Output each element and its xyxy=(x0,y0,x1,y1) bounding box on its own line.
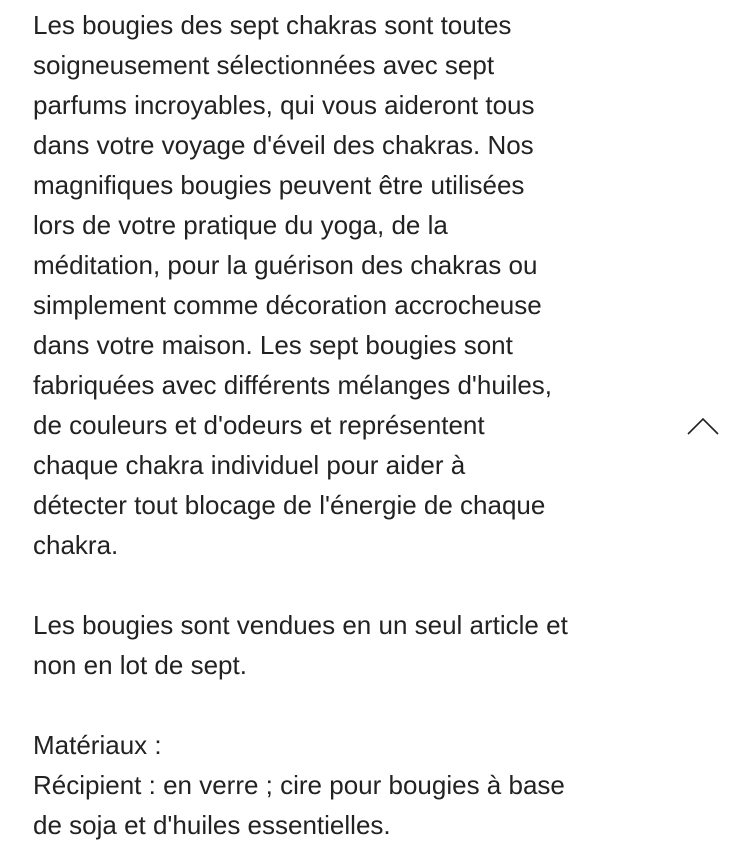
text-line: chaque chakra individuel pour aider à xyxy=(33,450,466,480)
text-line: Les bougies sont vendues en un seul article et xyxy=(33,610,568,640)
text-line: dans votre maison. Les sept bougies sont xyxy=(33,330,513,360)
text-line: de soja et d'huiles essentielles. xyxy=(33,810,391,840)
text-line: méditation, pour la guérison des chakras ou xyxy=(33,250,538,280)
product-description xyxy=(33,5,673,845)
text-line: Les bougies des sept chakras sont toutes xyxy=(33,10,512,40)
paragraph-gap xyxy=(33,565,673,605)
text-line: non en lot de sept. xyxy=(33,650,247,680)
text-line: détecter tout blocage de l'énergie de chaque xyxy=(33,490,546,520)
text-line: dans votre voyage d'éveil des chakras. Nos xyxy=(33,130,534,160)
paragraph-gap xyxy=(33,685,673,725)
text-line: simplement comme décoration accrocheuse xyxy=(33,290,542,320)
text-line: parfums incroyables, qui vous aideront tous xyxy=(33,90,535,120)
text-line: soigneusement sélectionnées avec sept xyxy=(33,50,495,80)
description-paragraph xyxy=(33,5,673,565)
chevron-up-icon[interactable] xyxy=(684,414,722,440)
text-line: Matériaux : xyxy=(33,730,162,760)
text-line: Récipient : en verre ; cire pour bougies à base xyxy=(33,770,565,800)
text-line: lors de votre pratique du yoga, de la xyxy=(33,210,448,240)
text-line: de couleurs et d'odeurs et représentent xyxy=(33,410,485,440)
text-line: magnifiques bougies peuvent être utilisées xyxy=(33,170,525,200)
description-paragraph xyxy=(33,605,673,685)
materials-paragraph xyxy=(33,725,673,845)
text-line: chakra. xyxy=(33,530,119,560)
text-line: fabriquées avec différents mélanges d'huiles, xyxy=(33,370,553,400)
